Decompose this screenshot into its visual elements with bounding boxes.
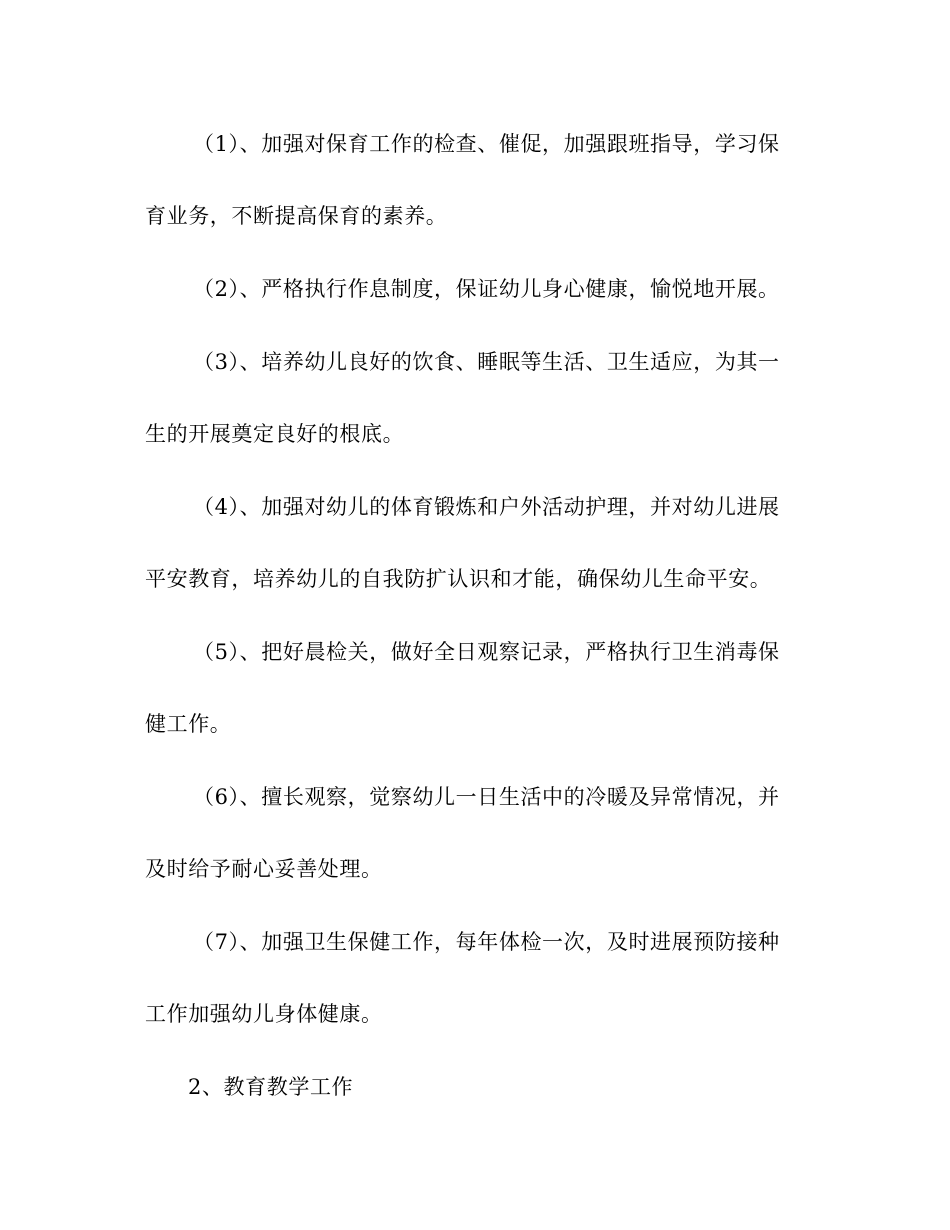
item-7-line-1: （7）、加强卫生保健工作，每年体检一次，及时进展预防接种 [193,930,780,954]
item-7-line-2: 工作加强幼儿身体健康。 [145,1002,383,1026]
item-6-line-2: 及时给予耐心妥善处理。 [145,857,383,881]
item-5-line-1: （5）、把好晨检关，做好全日观察记录，严格执行卫生消毒保 [193,640,780,664]
item-1-line-2: 育业务，不断提高保育的素养。 [145,204,448,228]
item-2-line-1: （2）、严格执行作息制度，保证幼儿身心健康，愉悦地开展。 [193,277,780,301]
section-heading: 2、教育教学工作 [188,1075,354,1099]
item-6-line-1: （6）、擅长观察，觉察幼儿一日生活中的冷暖及异常情况，并 [193,785,780,809]
item-4-line-2: 平安教育，培养幼儿的自我防扩认识和才能，确保幼儿生命平安。 [145,567,772,591]
item-5-line-2: 健工作。 [145,712,232,736]
item-3-line-2: 生的开展奠定良好的根底。 [145,422,405,446]
item-3-line-1: （3）、培养幼儿良好的饮食、睡眠等生活、卫生适应，为其一 [193,350,780,374]
item-1-line-1: （1）、加强对保育工作的检查、催促，加强跟班指导，学习保 [193,132,780,156]
item-4-line-1: （4）、加强对幼儿的体育锻炼和户外活动护理，并对幼儿进展 [193,495,780,519]
